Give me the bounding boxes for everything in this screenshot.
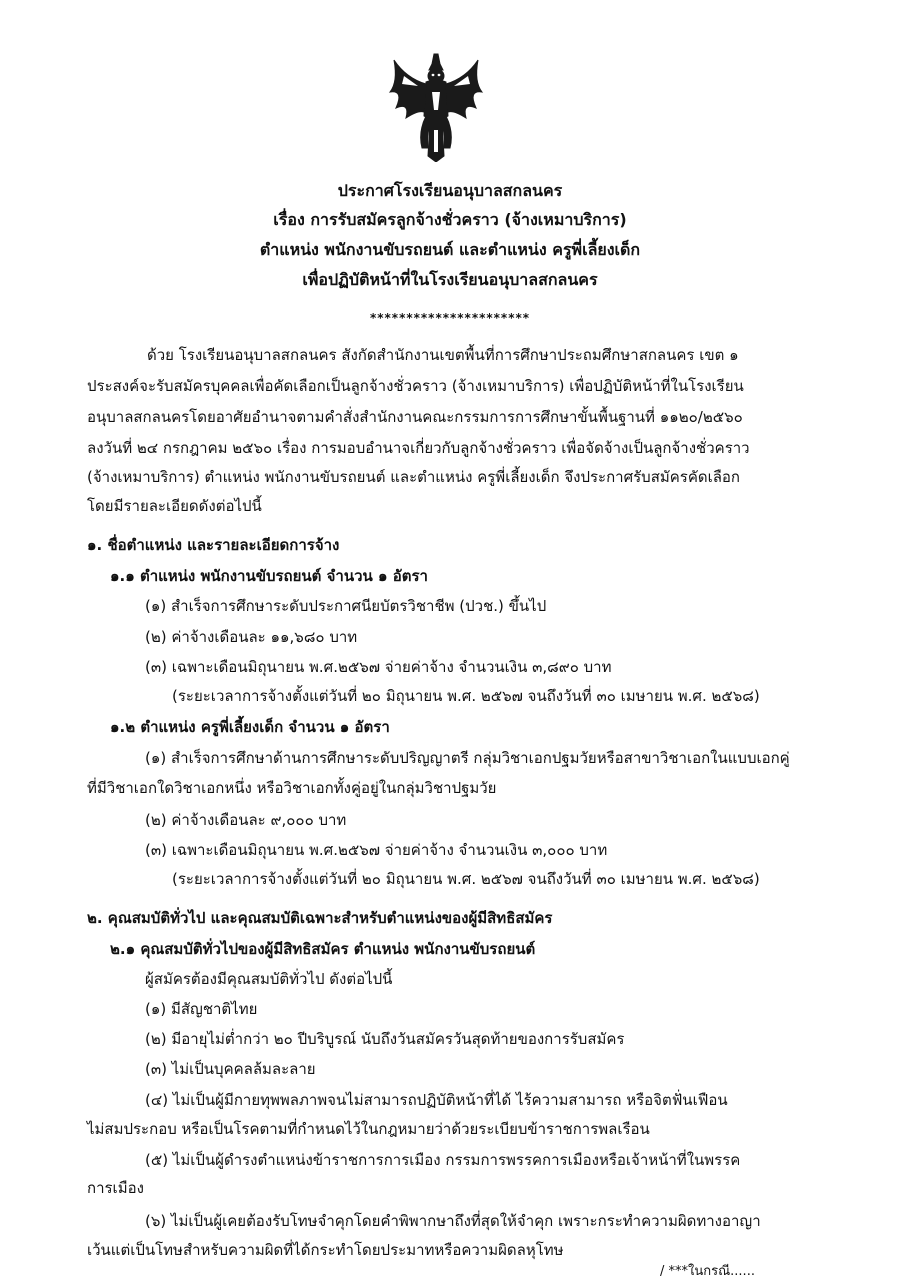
list-item: (๖) ไม่เป็นผู้เคยต้องรับโทษจำคุกโดยคำพิพากษาถึงที่สุดให้จำคุก เพราะกระทำความผิดทางอาญา — [145, 1212, 761, 1230]
list-item: การเมือง — [87, 1179, 144, 1197]
intro-line: (จ้างเหมาบริการ) ตำแหน่ง พนักงานขับรถยนต์ และตำแหน่ง ครูพี่เลี้ยงเด็ก จึงประกาศรับสมัครคัดเลือก — [87, 468, 741, 486]
list-item: (๑) มีสัญชาติไทย — [145, 1000, 258, 1018]
announcement-subject: เรื่อง การรับสมัครลูกจ้างชั่วคราว (จ้างเหมาบริการ) — [273, 210, 627, 229]
announcement-purpose: เพื่อปฏิบัติหน้าที่ในโรงเรียนอนุบาลสกลนคร — [302, 270, 598, 289]
list-item: (๓) ไม่เป็นบุคคลล้มละลาย — [145, 1060, 316, 1078]
list-item: (๑) สำเร็จการศึกษาระดับประกาศนียบัตรวิชาชีพ (ปวช.) ขึ้นไป — [145, 597, 547, 615]
list-item: (๕) ไม่เป็นผู้ดำรงตำแหน่งข้าราชการการเมือง กรรมการพรรคการเมืองหรือเจ้าหน้าที่ในพรรค — [145, 1151, 741, 1169]
section-2-heading: ๒. คุณสมบัติทั่วไป และคุณสมบัติเฉพาะสำหรับตำแหน่งของผู้มีสิทธิสมัคร — [87, 909, 553, 927]
list-item: (๓) เฉพาะเดือนมิถุนายน พ.ศ.๒๕๖๗ จ่ายค่าจ้าง จำนวนเงิน ๓,๐๐๐ บาท — [145, 841, 608, 859]
list-item: (ระยะเวลาการจ้างตั้งแต่วันที่ ๒๐ มิถุนายน พ.ศ. ๒๕๖๗ จนถึงวันที่ ๓๐ เมษายน พ.ศ. ๒๕๖๘) — [172, 870, 760, 888]
intro-line: อนุบาลสกลนครโดยอาศัยอำนาจตามคำสั่งสำนักงานคณะกรรมการการศึกษาขั้นพื้นฐานที่ ๑๑๒๐/๒๕๖๐ — [87, 408, 743, 426]
continuation-marker: / ***ในกรณี...... — [660, 1264, 755, 1279]
title-separator: ********************** — [369, 311, 531, 325]
section-2-1-lead: ผู้สมัครต้องมีคุณสมบัติทั่วไป ดังต่อไปนี้ — [145, 970, 393, 988]
list-item: (๑) สำเร็จการศึกษาด้านการศึกษาระดับปริญญาตรี กลุ่มวิชาเอกปฐมวัยหรือสาขาวิชาเอกในแบบเอกคู่ — [145, 749, 790, 767]
list-item: (๓) เฉพาะเดือนมิถุนายน พ.ศ.๒๕๖๗ จ่ายค่าจ้าง จำนวนเงิน ๓,๘๙๐ บาท — [145, 658, 612, 676]
announcement-title: ประกาศโรงเรียนอนุบาลสกลนคร — [337, 181, 563, 200]
intro-line: ด้วย โรงเรียนอนุบาลสกลนคร สังกัดสำนักงานเขตพื้นที่การศึกษาประถมศึกษาสกลนคร เขต ๑ — [147, 346, 739, 364]
list-item: (๒) ค่าจ้างเดือนละ ๑๑,๖๘๐ บาท — [145, 628, 358, 646]
list-item: ที่มีวิชาเอกใดวิชาเอกหนึ่ง หรือวิชาเอกทั้งคู่อยู่ในกลุ่มวิชาปฐมวัย — [87, 779, 497, 797]
announcement-positions: ตำแหน่ง พนักงานขับรถยนต์ และตำแหน่ง ครูพี่เลี้ยงเด็ก — [259, 240, 641, 259]
garuda-emblem-icon — [388, 52, 484, 162]
intro-line: ประสงค์จะรับสมัครบุคคลเพื่อคัดเลือกเป็นลูกจ้างชั่วคราว (จ้างเหมาบริการ) เพื่อปฏิบัติหน้าที่ในโรงเรียน — [87, 377, 744, 395]
list-item: เว้นแต่เป็นโทษสำหรับความผิดที่ได้กระทำโดยประมาทหรือความผิดลหุโทษ — [87, 1241, 564, 1259]
section-1-1-heading: ๑.๑ ตำแหน่ง พนักงานขับรถยนต์ จำนวน ๑ อัตรา — [110, 567, 428, 585]
section-1-2-heading: ๑.๒ ตำแหน่ง ครูพี่เลี้ยงเด็ก จำนวน ๑ อัตรา — [110, 718, 390, 736]
list-item: (๒) มีอายุไม่ต่ำกว่า ๒๐ ปีบริบูรณ์ นับถึงวันสมัครวันสุดท้ายของการรับสมัคร — [145, 1030, 625, 1048]
list-item: (๒) ค่าจ้างเดือนละ ๙,๐๐๐ บาท — [145, 811, 347, 829]
section-2-1-heading: ๒.๑ คุณสมบัติทั่วไปของผู้มีสิทธิสมัคร ตำแหน่ง พนักงานขับรถยนต์ — [110, 940, 536, 958]
intro-line: ลงวันที่ ๒๔ กรกฎาคม ๒๕๖๐ เรื่อง การมอบอำนาจเกี่ยวกับลูกจ้างชั่วคราว เพื่อจัดจ้างเป็นลูกจ้างชั่วคราว — [87, 439, 750, 457]
section-1-heading: ๑. ชื่อตำแหน่ง และรายละเอียดการจ้าง — [87, 536, 340, 554]
intro-line: โดยมีรายละเอียดดังต่อไปนี้ — [87, 497, 262, 515]
list-item: (ระยะเวลาการจ้างตั้งแต่วันที่ ๒๐ มิถุนายน พ.ศ. ๒๕๖๗ จนถึงวันที่ ๓๐ เมษายน พ.ศ. ๒๕๖๘) — [172, 687, 760, 705]
list-item: ไม่สมประกอบ หรือเป็นโรคตามที่กำหนดไว้ในกฎหมายว่าด้วยระเบียบข้าราชการพลเรือน — [87, 1120, 650, 1138]
list-item: (๔) ไม่เป็นผู้มีกายทุพพลภาพจนไม่สามารถปฏิบัติหน้าที่ได้ ไร้ความสามารถ หรือจิตฟั่นเฟือน — [145, 1091, 728, 1109]
